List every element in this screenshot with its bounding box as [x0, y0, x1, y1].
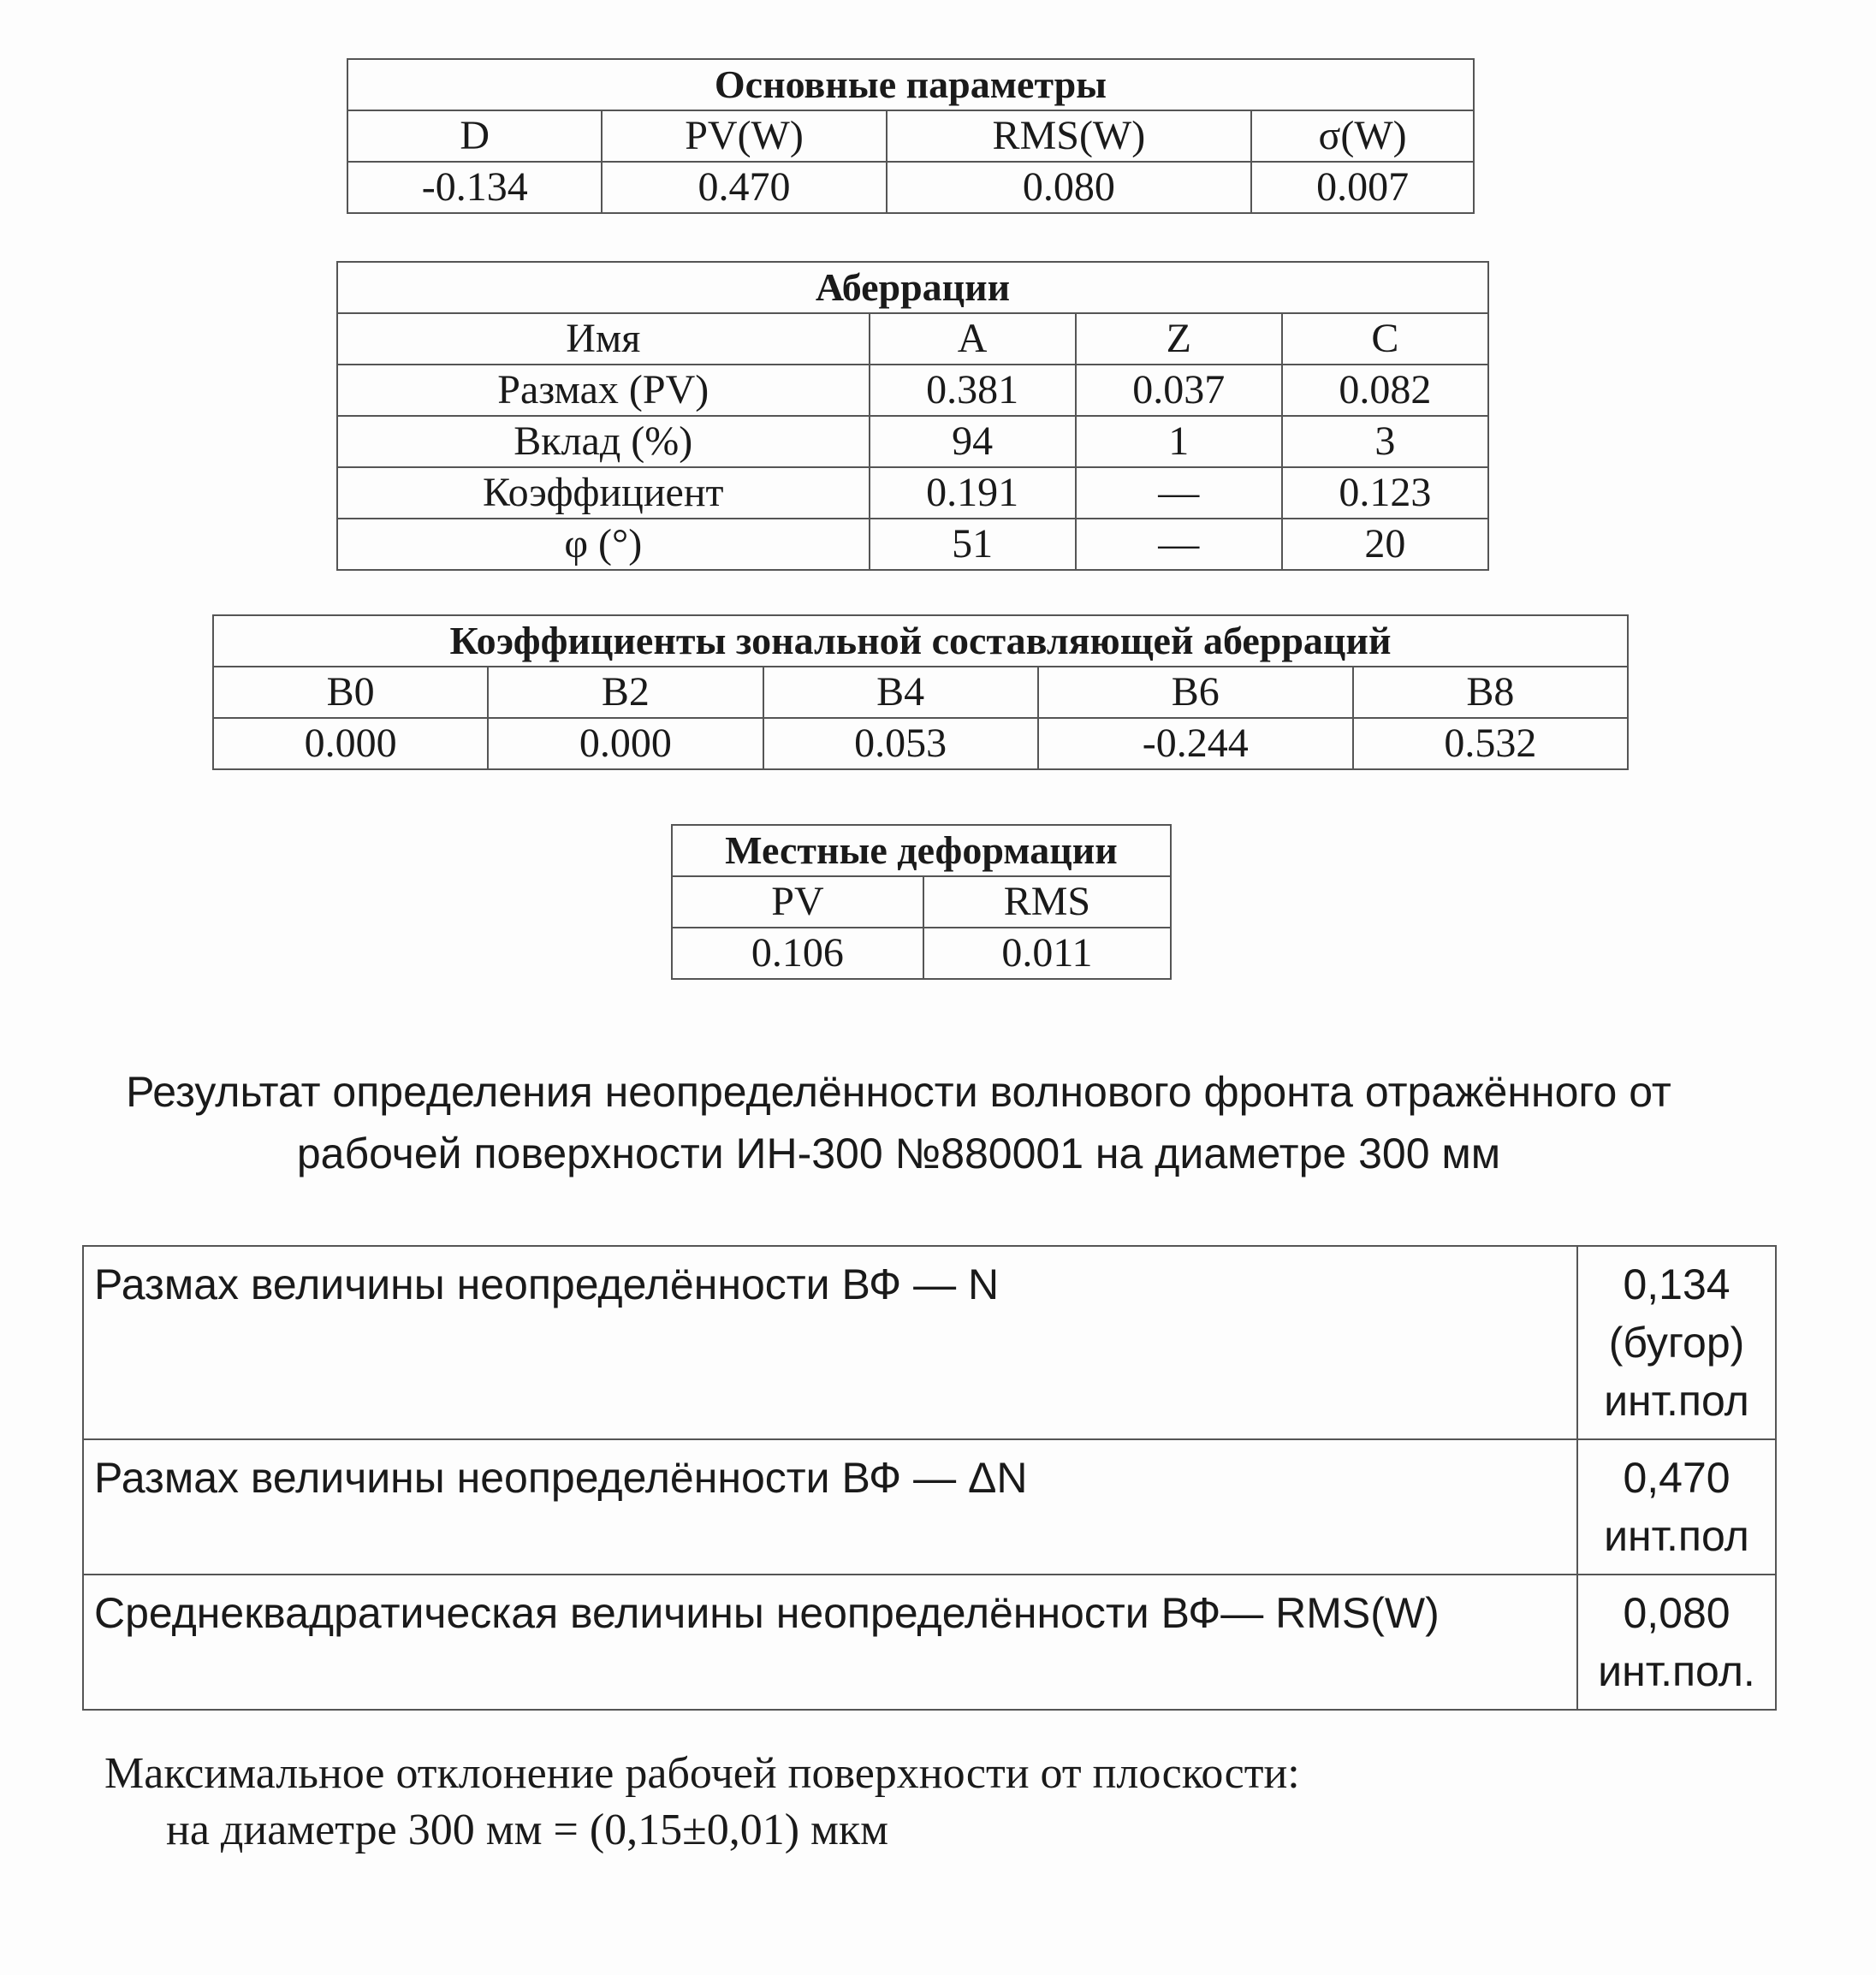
main-params-title: Основные параметры	[347, 59, 1474, 110]
zonal-header: B6	[1038, 667, 1353, 718]
main-params-header: D	[347, 110, 602, 162]
result-label: Размах величины неопределённости ВФ — N	[83, 1246, 1577, 1439]
aberrations-cell: —	[1076, 519, 1282, 570]
main-params-table	[347, 58, 1475, 214]
result-title	[77, 1061, 1720, 1184]
result-value-line: инт.пол	[1604, 1512, 1749, 1560]
zonal-header: B8	[1353, 667, 1628, 718]
result-value-line: инт.пол.	[1598, 1647, 1755, 1695]
aberrations-cell: C	[1282, 313, 1488, 365]
result-value-line: инт.пол	[1604, 1377, 1749, 1425]
local-def-value: 0.106	[672, 928, 923, 979]
result-value-line: 0,470	[1623, 1454, 1731, 1502]
aberrations-cell: φ (°)	[337, 519, 870, 570]
aberrations-cell: Имя	[337, 313, 870, 365]
aberrations-cell: A	[870, 313, 1076, 365]
aberrations-cell: 20	[1282, 519, 1488, 570]
aberrations-cell: 94	[870, 416, 1076, 467]
result-title-line2: рабочей поверхности ИН-300 №880001 на диаметре 300 мм	[296, 1130, 1501, 1177]
result-value-line: 0,080	[1623, 1589, 1731, 1637]
zonal-value: 0.000	[213, 718, 488, 769]
zonal-header: B4	[763, 667, 1038, 718]
result-label: Среднеквадратическая величины неопределённости ВФ— RMS(W)	[83, 1575, 1577, 1710]
aberrations-cell: 3	[1282, 416, 1488, 467]
result-value-line: (бугор)	[1608, 1319, 1745, 1367]
aberrations-table	[336, 261, 1489, 571]
main-params-header: σ(W)	[1251, 110, 1474, 162]
local-def-value: 0.011	[923, 928, 1171, 979]
local-deformations-table	[671, 824, 1172, 980]
aberrations-cell: 0.381	[870, 365, 1076, 416]
aberrations-cell: Коэффициент	[337, 467, 870, 519]
aberrations-cell: 0.123	[1282, 467, 1488, 519]
aberrations-cell: Z	[1076, 313, 1282, 365]
local-def-header: PV	[672, 876, 923, 928]
zonal-value: 0.532	[1353, 718, 1628, 769]
result-value-line: 0,134	[1623, 1260, 1731, 1308]
zonal-header: B0	[213, 667, 488, 718]
aberrations-cell: 0.191	[870, 467, 1076, 519]
zonal-header: B2	[488, 667, 763, 718]
main-params-header: RMS(W)	[887, 110, 1252, 162]
main-params-value: 0.470	[602, 162, 886, 213]
aberrations-cell: Вклад (%)	[337, 416, 870, 467]
result-title-line1: Результат определения неопределённости волнового фронта отражённого от	[126, 1068, 1671, 1116]
zonal-value: -0.244	[1038, 718, 1353, 769]
result-table	[82, 1245, 1777, 1711]
aberrations-cell: 0.037	[1076, 365, 1282, 416]
local-def-title: Местные деформации	[672, 825, 1171, 876]
main-params-value: 0.007	[1251, 162, 1474, 213]
max-deviation-block	[104, 1746, 1300, 1859]
zonal-title: Коэффициенты зональной составляющей аберраций	[213, 615, 1628, 667]
aberrations-cell: 51	[870, 519, 1076, 570]
result-value	[1577, 1575, 1776, 1710]
aberrations-cell: 1	[1076, 416, 1282, 467]
main-params-header: PV(W)	[602, 110, 886, 162]
aberrations-cell: 0.082	[1282, 365, 1488, 416]
result-label: Размах величины неопределённости ВФ — ΔN	[83, 1439, 1577, 1575]
result-value	[1577, 1246, 1776, 1439]
aberrations-cell: —	[1076, 467, 1282, 519]
max-deviation-line2: на диаметре 300 мм = (0,15±0,01) мкм	[166, 1806, 889, 1854]
main-params-value: 0.080	[887, 162, 1252, 213]
zonal-value: 0.053	[763, 718, 1038, 769]
zonal-value: 0.000	[488, 718, 763, 769]
aberrations-title: Аберрации	[337, 262, 1488, 313]
max-deviation-line1: Максимальное отклонение рабочей поверхности от плоскости:	[104, 1749, 1300, 1798]
local-def-header: RMS	[923, 876, 1171, 928]
main-params-value: -0.134	[347, 162, 602, 213]
result-value	[1577, 1439, 1776, 1575]
aberrations-cell: Размах (PV)	[337, 365, 870, 416]
zonal-coeffs-table	[212, 614, 1629, 770]
